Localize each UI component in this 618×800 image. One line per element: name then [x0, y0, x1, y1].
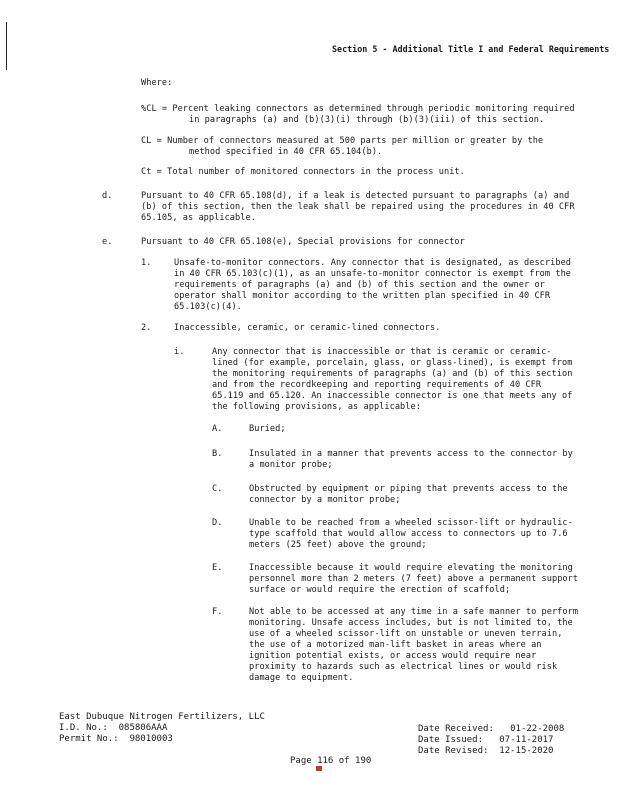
provision-e-line3: surface or would require the erection of scaffold; [249, 585, 511, 595]
provision-a-label: A. [212, 424, 223, 434]
where-label: Where: [141, 78, 173, 88]
item-e1-line5: 65.103(c)(4). [174, 302, 242, 312]
footer-company: East Dubuque Nitrogen Fertilizers, LLC [59, 712, 265, 722]
item-e-text: Pursuant to 40 CFR 65.108(e), Special provisions for connector [141, 237, 465, 247]
provision-f-line2: monitoring. Unsafe access includes, but is not limited to, the [249, 618, 573, 628]
provision-d-line1: Unable to be reached from a wheeled scissor-lift or hydraulic- [249, 518, 573, 528]
item-e-label: e. [102, 237, 113, 247]
item-d-line3: 65.105, as applicable. [141, 213, 256, 223]
footer-date-received: Date Received: 01-22-2008 [418, 724, 565, 734]
margin-rule [6, 22, 7, 70]
provision-d-line2: type scaffold that would allow access to connectors up to 7.6 [249, 529, 568, 539]
provision-b-label: B. [212, 449, 223, 459]
provision-f-line3: use of a wheeled scissor-lift on unstable or uneven terrain, [249, 629, 563, 639]
definition-cl-line1: CL = Number of connectors measured at 500 parts per million or greater by the [141, 136, 544, 146]
provision-f-line1: Not able to be accessed at any time in a safe manner to perform [249, 607, 579, 617]
item-e2i-line2: lined (for example, porcelain, glass, or glass-lined), is exempt from [212, 358, 573, 368]
item-e2-text: Inaccessible, ceramic, or ceramic-lined connectors. [174, 323, 441, 333]
page-number: Page 116 of 190 [290, 756, 372, 766]
item-e1-label: 1. [141, 258, 152, 268]
item-e2-label: 2. [141, 323, 152, 333]
item-e2i-line3: the monitoring requirements of paragraphs (a) and (b) of this section [212, 369, 573, 379]
provision-e-label: E. [212, 563, 223, 573]
provision-a-line1: Buried; [249, 424, 286, 434]
footer-date-issued: Date Issued: 07-11-2017 [418, 735, 554, 745]
provision-c-label: C. [212, 484, 223, 494]
provision-e-line2: personnel more than 2 meters (7 feet) above a permanent support [249, 574, 579, 584]
provision-f-label: F. [212, 607, 223, 617]
item-e1-line2: in 40 CFR 65.103(c)(1), as an unsafe-to-monitor connector is exempt from the [174, 269, 572, 279]
item-e1-line3: requirements of paragraphs (a) and (b) of this section and the owner or [174, 280, 545, 290]
footer-id: I.D. No.: 085806AAA [59, 723, 168, 733]
provision-f-line7: damage to equipment. [249, 673, 354, 683]
item-e2i-line6: the following provisions, as applicable: [212, 402, 421, 412]
footer-date-revised: Date Revised: 12-15-2020 [418, 746, 554, 756]
item-e2i-label: i. [174, 347, 185, 357]
section-header: Section 5 - Additional Title I and Federal Requirements [332, 44, 610, 54]
provision-f-line5: ignition potential exists, or access would require near [249, 651, 537, 661]
provision-f-line6: proximity to hazards such as electrical lines or would risk [249, 662, 558, 672]
provision-f-line4: the use of a motorized man-lift basket in areas where an [249, 640, 542, 650]
provision-b-line2: a monitor probe; [249, 460, 333, 470]
definition-ct: Ct = Total number of monitored connectors in the process unit. [141, 167, 465, 177]
item-e1-line4: operator shall monitor according to the written plan specified in 40 CFR [174, 291, 551, 301]
definition-pcl-line2: in paragraphs (a) and (b)(3)(i) through (b)(3)(iii) of this section. [189, 115, 545, 125]
provision-e-line1: Inaccessible because it would require elevating the monitoring [249, 563, 573, 573]
definition-pcl-line1: %CL = Percent leaking connectors as determined through periodic monitoring required [141, 104, 575, 114]
item-e2i-line1: Any connector that is inaccessible or that is ceramic or ceramic- [212, 347, 552, 357]
definition-cl-line2: method specified in 40 CFR 65.104(b). [189, 147, 383, 157]
provision-b-line1: Insulated in a manner that prevents access to the connector by [249, 449, 573, 459]
item-d-line1: Pursuant to 40 CFR 65.108(d), if a leak is detected pursuant to paragraphs (a) and [141, 191, 570, 201]
item-e1-line1: Unsafe-to-monitor connectors. Any connector that is designated, as described [174, 258, 572, 268]
item-d-line2: (b) of this section, then the leak shall be repaired using the procedures in 40 CFR [141, 202, 575, 212]
item-e2i-line4: and from the recordkeeping and reporting requirements of 40 CFR [212, 380, 542, 390]
item-d-label: d. [102, 191, 113, 201]
red-marker [316, 766, 322, 771]
provision-d-line3: meters (25 feet) above the ground; [249, 540, 427, 550]
item-e2i-line5: 65.119 and 65.120. An inaccessible connector is one that meets any of [212, 391, 573, 401]
footer-permit: Permit No.: 98010003 [59, 734, 173, 744]
provision-d-label: D. [212, 518, 223, 528]
provision-c-line2: connector by a monitor probe; [249, 495, 401, 505]
provision-c-line1: Obstructed by equipment or piping that prevents access to the [249, 484, 568, 494]
